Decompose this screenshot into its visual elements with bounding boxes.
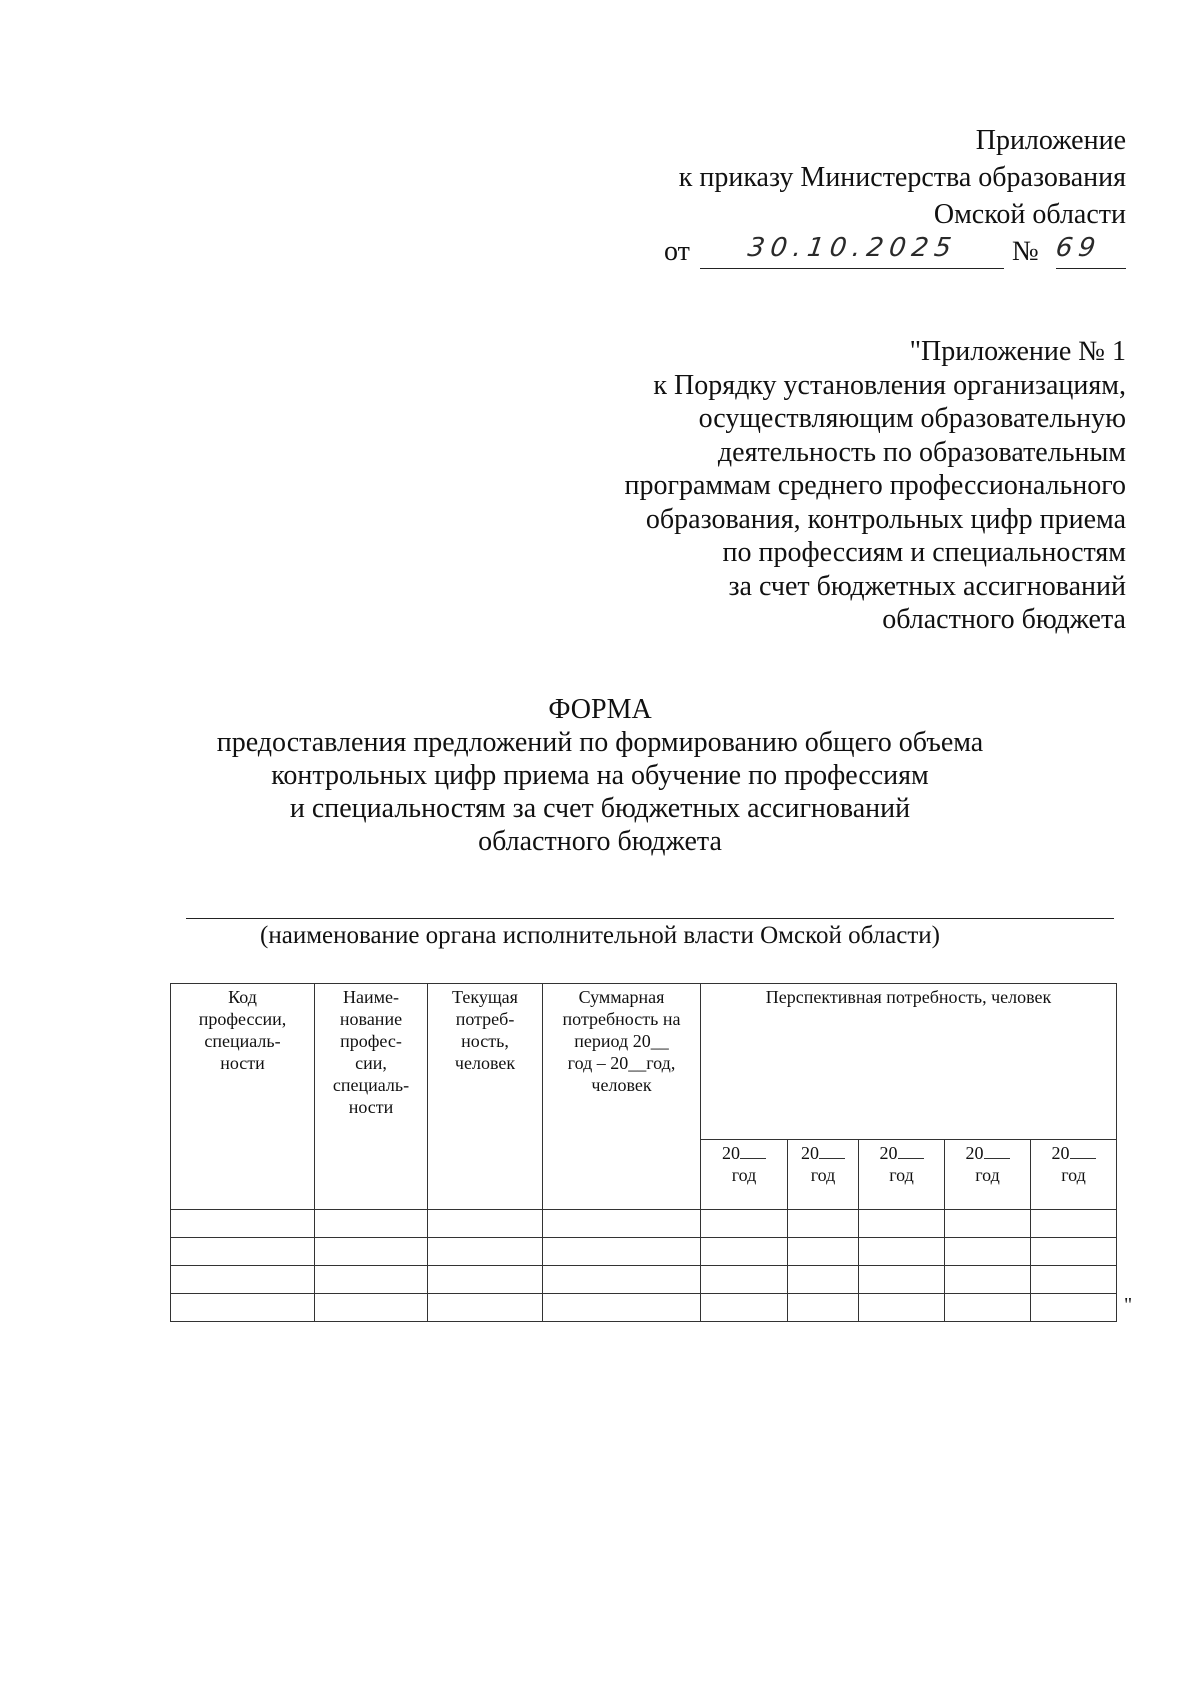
appendix-title: Приложение bbox=[975, 125, 1126, 156]
year-prefix: 20 bbox=[722, 1143, 740, 1163]
order-number-label: № bbox=[1012, 236, 1039, 267]
form-subtitle-line: контрольных цифр приема на обучение по профессиям bbox=[271, 760, 929, 791]
table-cell bbox=[543, 1266, 701, 1294]
table-cell bbox=[428, 1210, 543, 1238]
table-cell bbox=[1031, 1210, 1117, 1238]
table-cell bbox=[315, 1266, 428, 1294]
original-appendix-line: осуществляющим образовательную bbox=[698, 403, 1126, 434]
header-current-line: Текущая bbox=[452, 987, 518, 1007]
header-name-line: сии, bbox=[355, 1053, 387, 1073]
year-prefix: 20 bbox=[965, 1143, 984, 1163]
header-code-line: ности bbox=[220, 1053, 265, 1073]
header-total-line: Суммарная bbox=[578, 987, 665, 1007]
table-cell bbox=[1031, 1266, 1117, 1294]
year-prefix: 20 bbox=[801, 1143, 819, 1163]
table-cell bbox=[171, 1294, 315, 1322]
table-cell bbox=[315, 1238, 428, 1266]
authority-caption: (наименование органа исполнительной власти Омской области) bbox=[260, 922, 940, 949]
table-row bbox=[171, 1294, 1117, 1322]
table-cell bbox=[428, 1238, 543, 1266]
header-current-line: человек bbox=[454, 1053, 516, 1073]
year-suffix: год bbox=[889, 1165, 914, 1185]
table-cell bbox=[315, 1210, 428, 1238]
table-cell bbox=[788, 1210, 859, 1238]
order-number-handwritten: 69 bbox=[1053, 233, 1104, 263]
form-subtitle bbox=[150, 726, 1050, 858]
table-cell bbox=[428, 1266, 543, 1294]
year-prefix: 20 bbox=[1051, 1143, 1070, 1163]
header-code-line: профессии, bbox=[198, 1009, 287, 1029]
appendix-order-ref: к приказу Министерства образования bbox=[678, 162, 1126, 193]
header-name-line: специаль- bbox=[332, 1075, 410, 1095]
header-name-line: нование bbox=[339, 1009, 403, 1029]
table-row bbox=[171, 1238, 1117, 1266]
form-subtitle-line: областного бюджета bbox=[478, 826, 722, 857]
original-appendix-line: по профессиям и специальностям bbox=[722, 537, 1126, 568]
header-year-1 bbox=[701, 1140, 788, 1210]
header-name-line: Наиме- bbox=[343, 987, 399, 1007]
table-cell bbox=[859, 1210, 945, 1238]
table-cell bbox=[171, 1266, 315, 1294]
order-date-number-line bbox=[664, 232, 1126, 272]
header-prospective-need: Перспективная потребность, человек bbox=[701, 984, 1117, 1140]
original-appendix-line: деятельность по образовательным bbox=[717, 436, 1126, 468]
year-suffix: год bbox=[731, 1165, 757, 1185]
table-cell bbox=[171, 1238, 315, 1266]
table-cell bbox=[171, 1210, 315, 1238]
order-date-field bbox=[700, 232, 1004, 269]
original-appendix-line: образования, контрольных цифр приема bbox=[645, 503, 1126, 535]
header-year-3 bbox=[859, 1140, 945, 1210]
original-appendix-header bbox=[625, 335, 1126, 637]
year-suffix: год bbox=[810, 1165, 836, 1185]
form-subtitle-line: и специальностям за счет бюджетных ассигнований bbox=[289, 793, 911, 824]
order-number-field bbox=[1053, 232, 1126, 269]
header-total-need bbox=[543, 984, 701, 1210]
header-total-line: период 20__ bbox=[574, 1031, 669, 1051]
table-cell bbox=[859, 1294, 945, 1322]
original-appendix-line: "Приложение № 1 bbox=[909, 336, 1126, 367]
table-row bbox=[171, 1210, 1117, 1238]
table-cell bbox=[859, 1266, 945, 1294]
header-code-line: Код bbox=[228, 987, 257, 1007]
year-suffix: год bbox=[1061, 1165, 1086, 1185]
order-date-handwritten: 30.10.2025 bbox=[745, 233, 959, 263]
table-cell bbox=[701, 1266, 788, 1294]
table-cell bbox=[945, 1294, 1031, 1322]
table-cell bbox=[315, 1294, 428, 1322]
table-cell bbox=[788, 1294, 859, 1322]
table-cell bbox=[1031, 1294, 1117, 1322]
table-cell bbox=[945, 1238, 1031, 1266]
header-code bbox=[171, 984, 315, 1210]
table-cell bbox=[945, 1210, 1031, 1238]
authority-name-blank bbox=[186, 918, 1114, 919]
table-cell bbox=[701, 1210, 788, 1238]
header-name-line: профес- bbox=[340, 1031, 402, 1051]
year-prefix: 20 bbox=[879, 1143, 898, 1163]
header-code-line: специаль- bbox=[204, 1031, 281, 1051]
table-cell bbox=[788, 1238, 859, 1266]
table-cell bbox=[701, 1294, 788, 1322]
header-year-5 bbox=[1031, 1140, 1117, 1210]
original-appendix-line: областного бюджета bbox=[882, 604, 1126, 635]
table-cell bbox=[543, 1210, 701, 1238]
header-name bbox=[315, 984, 428, 1210]
form-title: ФОРМА bbox=[548, 694, 652, 725]
table-cell bbox=[543, 1238, 701, 1266]
header-name-line: ности bbox=[348, 1097, 394, 1117]
header-total-line: год – 20__год, bbox=[567, 1053, 676, 1073]
header-year-4 bbox=[945, 1140, 1031, 1210]
table-cell bbox=[788, 1266, 859, 1294]
table-cell bbox=[1031, 1238, 1117, 1266]
header-total-line: человек bbox=[591, 1075, 652, 1095]
table-cell bbox=[428, 1294, 543, 1322]
original-appendix-line: за счет бюджетных ассигнований bbox=[728, 570, 1126, 602]
header-year-2 bbox=[788, 1140, 859, 1210]
appendix-header bbox=[679, 122, 1126, 233]
closing-quote: " bbox=[1124, 1294, 1133, 1316]
form-table-wrapper bbox=[170, 983, 1117, 1322]
header-total-line: потребность на bbox=[562, 1009, 681, 1029]
original-appendix-line: к Порядку установления организациям, bbox=[653, 369, 1126, 401]
original-appendix-line: программам среднего профессионального bbox=[624, 470, 1126, 501]
form-table bbox=[170, 983, 1117, 1322]
table-cell bbox=[859, 1238, 945, 1266]
appendix-region: Омской области bbox=[933, 199, 1126, 230]
table-cell bbox=[701, 1238, 788, 1266]
table-cell bbox=[945, 1266, 1031, 1294]
table-row bbox=[171, 1266, 1117, 1294]
form-subtitle-line: предоставления предложений по формированию общего объема bbox=[216, 727, 984, 758]
header-current-line: потреб- bbox=[455, 1009, 515, 1029]
year-suffix: год bbox=[975, 1165, 1000, 1185]
order-from-label: от bbox=[664, 236, 690, 267]
header-current-line: ность, bbox=[461, 1031, 509, 1051]
header-current-need bbox=[428, 984, 543, 1210]
table-cell bbox=[543, 1294, 701, 1322]
